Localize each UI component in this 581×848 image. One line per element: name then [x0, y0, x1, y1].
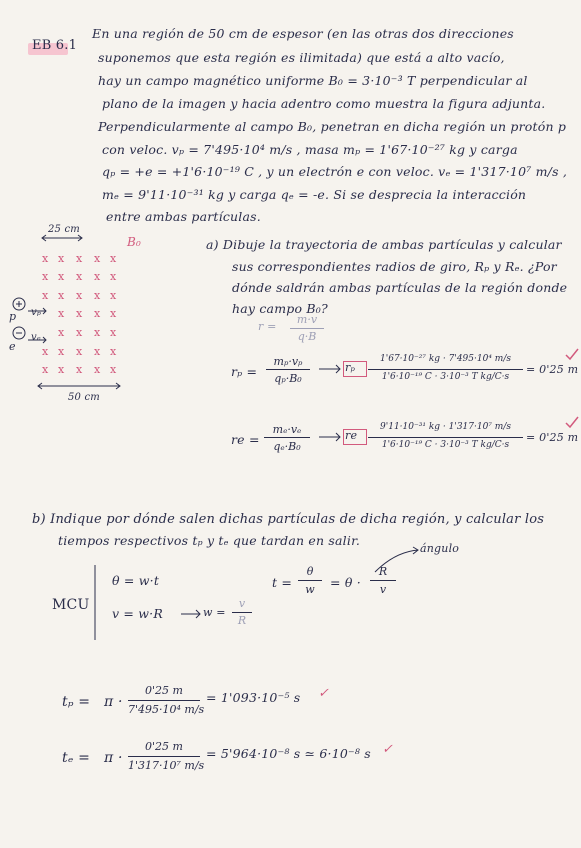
time-eq-num: θ: [306, 565, 314, 578]
field-x-mark: x: [94, 270, 101, 283]
field-x-mark: x: [76, 289, 83, 302]
field-x-mark: x: [42, 289, 49, 302]
time-eq-den: w: [305, 583, 315, 596]
field-x-mark: x: [42, 252, 49, 265]
statement-line-5: Perpendicularmente al campo B₀, penetran en dicha región un protón p: [98, 119, 567, 134]
figure-top-width: 25 cm: [48, 224, 80, 235]
problem-code: EB 6.1: [32, 38, 78, 53]
statement-line-1: En una región de 50 cm de espesor (en las otras dos direcciones: [92, 26, 514, 41]
tp-pi: π ·: [104, 694, 123, 710]
field-x-mark: x: [76, 252, 83, 265]
radius-formula-lhs: r =: [258, 320, 277, 333]
part-b-line-1: b) Indique por dónde salen dichas partículas de dicha región, y calcular los: [32, 512, 545, 527]
re-substitution-num: 9'11·10⁻³¹ kg · 1'317·10⁷ m/s: [380, 422, 511, 432]
field-x-mark: x: [94, 363, 101, 376]
re-den: qₑ·B₀: [273, 440, 301, 453]
statement-line-8: mₑ = 9'11·10⁻³¹ kg y carga qₑ = -e. Si se desprecia la interacción: [102, 187, 527, 202]
field-x-mark: x: [110, 289, 117, 302]
re-num: mₑ·vₑ: [272, 423, 302, 436]
re-result: = 0'25 m: [526, 431, 579, 444]
te-den: 1'317·10⁷ m/s: [128, 759, 205, 772]
check-mark-rp: [566, 349, 578, 359]
radius-formula-den: q·B: [297, 330, 317, 343]
statement-line-2: suponemos que esta región es ilimitada) que está a alto vacío,: [98, 50, 505, 65]
field-x-mark: x: [76, 326, 83, 339]
field-x-mark: x: [110, 326, 117, 339]
te-check-mark: ✓: [382, 742, 394, 757]
angle-velocity-eq: θ = w·t: [112, 573, 160, 588]
field-x-mark: x: [110, 252, 117, 265]
velocity-eq: v = w·R: [112, 606, 163, 621]
time-eq-mid: = θ ·: [330, 575, 361, 590]
rp-name: rₚ: [345, 361, 356, 374]
field-x-mark: x: [76, 307, 83, 320]
te-result: = 5'964·10⁻⁸ s ≃ 6·10⁻⁸ s: [206, 746, 371, 761]
te-lhs: tₑ =: [62, 750, 91, 766]
tp-check-mark: ✓: [318, 686, 330, 701]
statement-line-9: entre ambas partículas.: [106, 209, 261, 224]
te-pi: π ·: [104, 750, 123, 766]
field-x-mark: x: [110, 307, 117, 320]
part-a-line-2: sus correspondientes radios de giro, Rₚ y Rₑ. ¿Por: [232, 259, 557, 274]
part-b-line-2: tiempos respectivos tₚ y tₑ que tardan en salir.: [58, 533, 361, 548]
field-x-mark: x: [94, 289, 101, 302]
field-x-mark: x: [110, 270, 117, 283]
omega-eq: w =: [203, 606, 226, 619]
field-x-mark: x: [94, 252, 101, 265]
field-x-mark: x: [58, 270, 65, 283]
figure-field-label: B₀: [127, 235, 142, 249]
figure-bottom-width: 50 cm: [68, 392, 100, 403]
field-x-mark: x: [58, 252, 65, 265]
rp-substitution-num: 1'67·10⁻²⁷ kg · 7'495·10⁴ m/s: [380, 354, 511, 364]
rp-lhs: rₚ =: [231, 364, 258, 379]
electron-velocity: vₑ: [31, 332, 41, 343]
re-substitution-den: 1'6·10⁻¹⁹ C · 3·10⁻³ T kg/C·s: [381, 440, 510, 450]
field-x-mark: x: [94, 307, 101, 320]
statement-line-4: plano de la imagen y hacia adentro como muestra la figura adjunta.: [102, 96, 546, 111]
statement-line-6: con veloc. vₚ = 7'495·10⁴ m/s , masa mₚ = 1'67·10⁻²⁷ kg y carga: [102, 142, 518, 157]
re-name: re: [345, 429, 358, 442]
field-x-mark: x: [42, 363, 49, 376]
rp-den: qₚ·B₀: [274, 372, 302, 385]
statement-line-3: hay un campo magnético uniforme B₀ = 3·10⁻³ T perpendicular al: [98, 73, 528, 88]
time-eq-den2: v: [379, 583, 387, 596]
tp-result: = 1'093·10⁻⁵ s: [206, 690, 301, 705]
omega-num: v: [238, 597, 246, 610]
tp-lhs: tₚ =: [62, 694, 91, 710]
proton-velocity: vₚ: [31, 307, 42, 318]
rp-num: mₚ·vₚ: [273, 355, 303, 368]
field-x-mark: x: [76, 270, 83, 283]
re-lhs: re =: [231, 432, 260, 447]
field-x-mark: x: [42, 270, 49, 283]
part-a-line-3: dónde saldrán ambas partículas de la región donde: [232, 280, 568, 295]
statement-line-7: qₚ = +e = +1'6·10⁻¹⁹ C , y un electrón e con veloc. vₑ = 1'317·10⁷ m/s ,: [102, 164, 568, 179]
field-x-mark: x: [94, 345, 101, 358]
field-x-mark: x: [58, 289, 65, 302]
te-num: 0'25 m: [145, 740, 183, 753]
field-x-mark: x: [58, 307, 65, 320]
proton-label: p: [9, 310, 17, 323]
tp-den: 7'495·10⁴ m/s: [128, 703, 205, 716]
field-x-mark: x: [110, 363, 117, 376]
rp-result-value: 0'25 m: [539, 363, 579, 376]
field-x-mark: x: [58, 345, 65, 358]
field-x-mark: x: [76, 363, 83, 376]
field-x-mark: x: [94, 326, 101, 339]
rp-result: = 0'25 m: [526, 363, 579, 376]
field-x-mark: x: [58, 326, 65, 339]
electron-label: e: [9, 340, 16, 353]
check-mark-re: [566, 417, 578, 427]
mcu-label: MCU: [52, 597, 90, 613]
rp-substitution-den: 1'6·10⁻¹⁹ C · 3·10⁻³ T kg/C·s: [381, 372, 510, 382]
tp-num: 0'25 m: [145, 684, 183, 697]
field-x-mark: x: [110, 345, 117, 358]
angle-note: ángulo: [420, 542, 460, 555]
part-a-line-1: a) Dibuje la trayectoria de ambas partículas y calcular: [206, 237, 562, 252]
field-x-mark: x: [58, 363, 65, 376]
field-x-mark: x: [42, 345, 49, 358]
re-result-value: 0'25 m: [539, 431, 579, 444]
time-eq-num2: R: [378, 565, 388, 578]
radius-formula-num: m·v: [296, 313, 318, 326]
time-eq-lhs: t =: [272, 575, 293, 590]
field-x-mark: x: [76, 345, 83, 358]
part-a-line-4: hay campo B₀?: [232, 301, 328, 316]
omega-den: R: [237, 614, 247, 627]
